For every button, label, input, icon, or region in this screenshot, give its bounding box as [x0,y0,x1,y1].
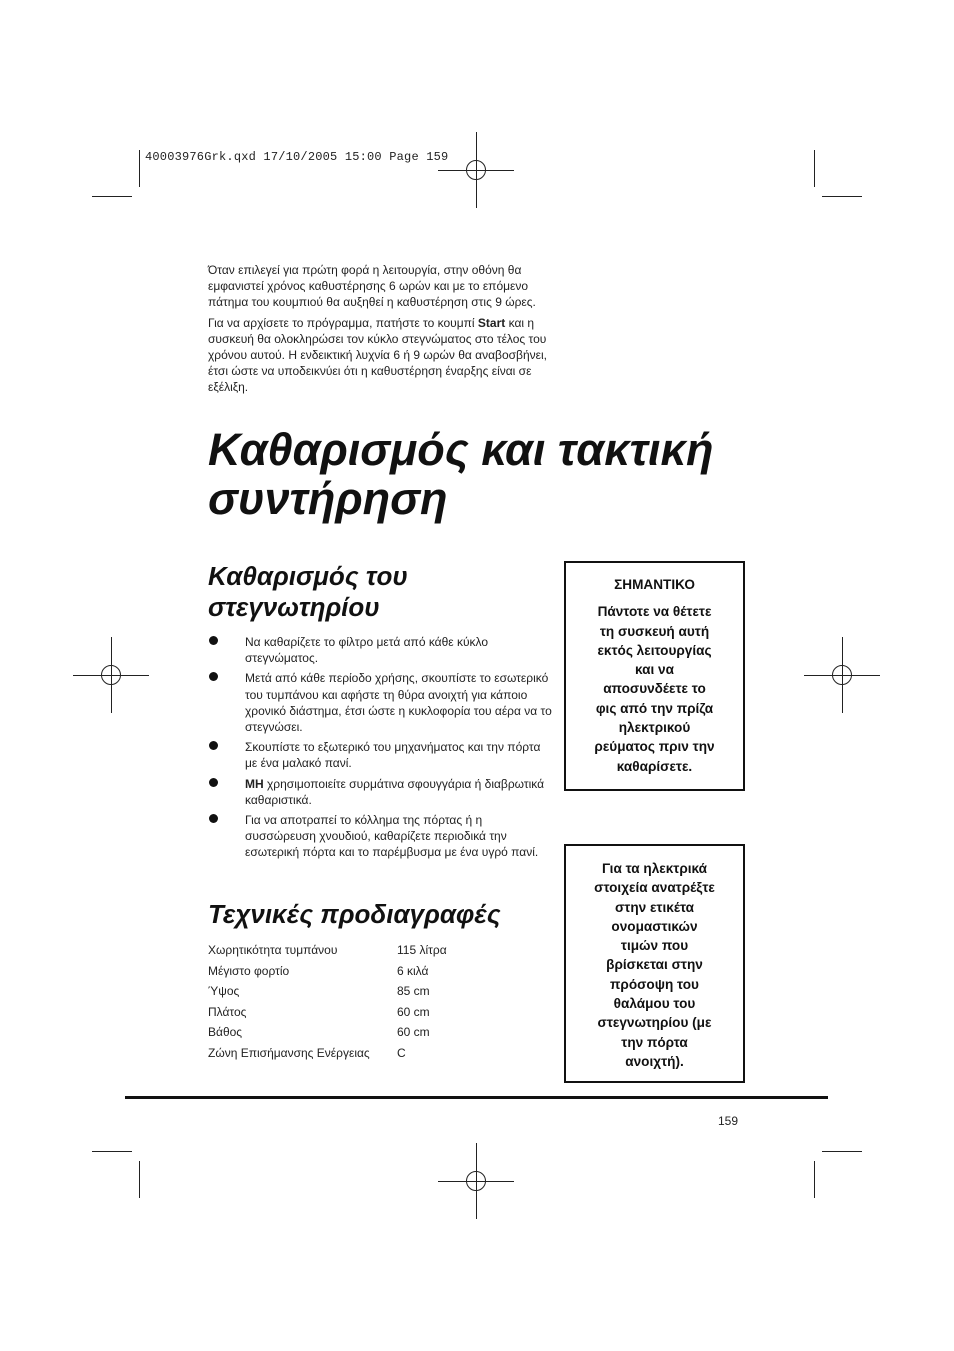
spec-value: 60 cm [397,1025,430,1040]
spec-value: 85 cm [397,984,430,999]
list-item-text: Σκουπίστε το εξωτερικό του μηχανήματος και την πόρτα με ένα μαλακό πανί. [245,740,541,771]
cleaning-list [208,634,553,865]
crop-mark [814,1161,815,1198]
table-row [208,1043,447,1064]
page-number: 159 [718,1114,739,1128]
start-button-label: Start [477,315,506,330]
registration-mark [438,132,514,208]
crop-mark [92,196,132,197]
spec-label: Χωρητικότητα τυμπάνου [208,943,338,958]
crop-mark [92,1151,132,1152]
list-item [208,812,553,861]
cleaning-heading-line: Καθαρισμός του [208,561,408,591]
electrical-info-box [564,844,745,1083]
list-item-text: Να καθαρίζετε το φίλτρο μετά από κάθε κύκλο στεγνώματος. [245,635,489,666]
spec-label: Ζώνη Επισήμανσης Ενέργειας [208,1045,370,1060]
intro-text [208,262,553,400]
important-notice-box [564,561,745,791]
bullet-icon [209,778,218,787]
important-notice-text: Πάντοτε να θέτετε τη συσκευή αυτή εκτός λειτουργίας και να αποσυνδέετε το φις από την πρίζα ηλεκτρικού ρεύματος πριν την καθαρίσετε. [594,604,715,774]
table-row [208,981,447,1002]
bullet-icon [209,636,218,645]
cleaning-heading-line: στεγνωτηρίου [208,592,380,622]
spec-label: Ύψος [208,984,240,999]
electrical-info-text: Για τα ηλεκτρικά στοιχεία ανατρέξτε στην ετικέτα ονομαστικών τιμών που βρίσκεται στην πρόσοψη του θαλάμου του στεγνωτηρίου (με την πόρτα ανοιχτή). [594,861,715,1069]
page-title [208,425,768,523]
registration-mark [804,637,880,713]
list-item [208,776,553,808]
spec-label: Μέγιστο φορτίο [208,963,290,978]
list-item [208,670,553,735]
bullet-icon [209,741,218,750]
intro-text-part: και η συσκευή θα ολοκληρώσει τον κύκλο στεγνώματος στο τέλος του χρόνου αυτού. Η ενδεικτική λυχνία 6 ή 9 ωρών θα αναβοσβήνει, έτσι ώστε να υποδεικνύει ότι η καθυστέρηση έναρξης είναι σε εξέλιξη. [208,315,547,395]
registration-mark [73,637,149,713]
table-row [208,940,447,961]
list-item [208,739,553,771]
list-item [208,634,553,666]
spec-value: C [397,1045,406,1060]
list-item-text: Για να αποτραπεί το κόλλημα της πόρτας ή η συσσώρευση χνουδιού, καθαρίζετε περιοδικά την εσωτερική πόρτα και το παρέμβυσμα με ένα υγρό πανί. [245,813,539,860]
crop-mark [822,196,862,197]
crop-mark [139,150,140,187]
table-row [208,1022,447,1043]
crop-mark [822,1151,862,1152]
list-item-emphasis: ΜΗ [245,776,264,791]
specs-heading: Τεχνικές προδιαγραφές [208,899,501,929]
table-row [208,961,447,982]
spec-value: 60 cm [397,1004,430,1019]
spec-label: Πλάτος [208,1004,247,1019]
list-item-text: χρησιμοποιείτε συρμάτινα σφουγγάρια ή διαβρωτικά καθαριστικά. [245,776,545,807]
intro-text-part: Για να αρχίσετε το πρόγραμμα, πατήστε το κουμπί [208,315,478,330]
important-notice-heading: ΣΗΜΑΝΤΙΚΟ [614,577,695,592]
list-item-text: Μετά από κάθε περίοδο χρήσης, σκουπίστε το εσωτερικό του τυμπάνου και αφήστε τη θύρα ανοιχτή για κάποιο χρονικό διάστημα, έτσι ώστε η κυκλοφορία του αέρα να το στεγνώσει. [245,671,552,735]
table-row [208,1002,447,1023]
page-title-line: συντήρηση [208,473,448,524]
print-slug: 40003976Grk.qxd 17/10/2005 15:00 Page 159 [145,150,449,164]
spec-value: 115 λίτρα [397,943,447,958]
specs-table [208,940,447,1063]
footer-rule [125,1096,828,1099]
cleaning-heading [208,561,408,623]
registration-mark [438,1143,514,1219]
crop-mark [814,150,815,187]
page-title-line: Καθαρισμός και τακτική [208,424,714,475]
intro-paragraph [208,315,553,396]
spec-value: 6 κιλά [397,963,429,978]
intro-paragraph: Όταν επιλεγεί για πρώτη φορά η λειτουργία, στην οθόνη θα εμφανιστεί χρόνος καθυστέρησης 6 ωρών και με το επόμενο πάτημα του κουμπιού θα αυξηθεί η καθυστέρηση στις 9 ώρες. [208,263,536,310]
bullet-icon [209,814,218,823]
spec-label: Βάθος [208,1025,243,1040]
bullet-icon [209,672,218,681]
crop-mark [139,1161,140,1198]
